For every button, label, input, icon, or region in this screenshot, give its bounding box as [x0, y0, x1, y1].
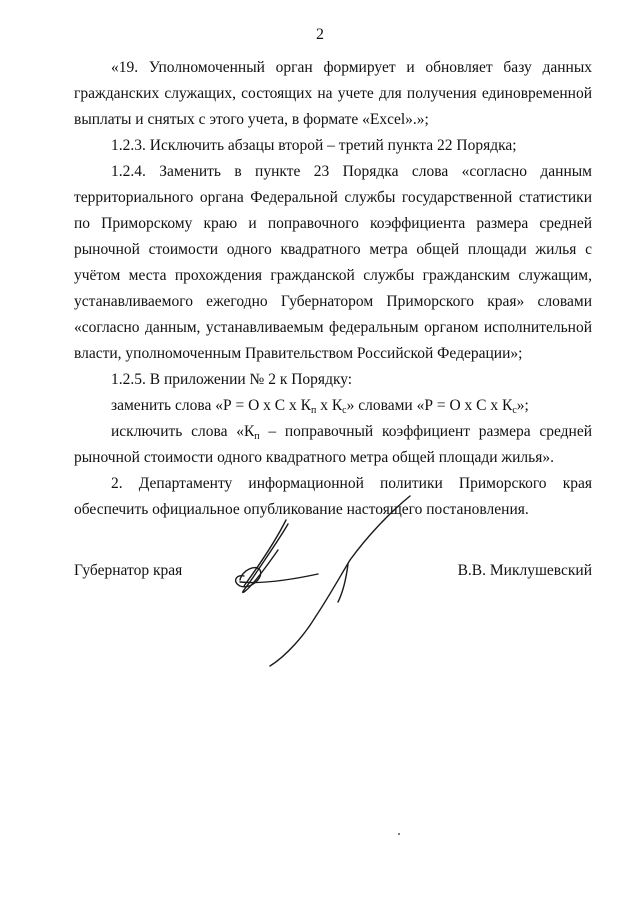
paragraph-replace-formula — [74, 393, 592, 419]
signature-stroke — [244, 520, 286, 586]
paragraph-publication: 2. Департаменту информационной политики Приморского края обеспечить официальное опубликование настоящего постановления. — [74, 475, 592, 518]
formula-text: » словами «Р = О х С х К — [346, 397, 513, 414]
coefficient-subscript: п — [254, 431, 260, 442]
formula-subscript: с — [512, 405, 517, 416]
paragraph-item-19: «19. Уполномоченный орган формирует и обновляет базу данных гражданских служащих, состоящих на учете для получения единовременной выплаты и снятых с этого учета, в формате «Excel».»; — [74, 59, 592, 128]
signatory-title: Губернатор края — [74, 562, 183, 579]
formula-text: х К — [316, 397, 343, 414]
paragraph-1-2-4: 1.2.4. Заменить в пункте 23 Порядка слова «согласно данным территориального органа Федеральной службы государственной статистики по Приморскому краю и поправочного коэффициента размера средней рыночной стоимости одного квадратного метра общей площади жилья с учётом места прохождения гражданской службы гражданским служащим, устанавливаемого ежегодно Губернатором Приморского края» словами «согласно данным, устанавливаемым федеральным органом исполнительной власти, уполномоченным Правительством Российской Федерации»; — [74, 163, 592, 362]
paragraph-exclude-coefficient — [74, 419, 592, 471]
paragraph-1-2-3: 1.2.3. Исключить абзацы второй – третий пункта 22 Порядка; — [111, 137, 517, 154]
coefficient-text: – поправочный коэффициент размера средней рыночной стоимости одного квадратного метра общей площади жилья». — [74, 423, 593, 466]
signature-stroke — [270, 496, 410, 666]
signatory-name: В.В. Миклушевский — [457, 562, 592, 579]
signature-stroke — [338, 564, 348, 602]
handwritten-signature — [220, 490, 420, 670]
scan-speck — [398, 833, 400, 835]
formula-subscript: с — [342, 405, 347, 416]
coefficient-text: исключить слова «К — [111, 423, 255, 440]
document-body — [74, 55, 592, 523]
formula-subscript: п — [310, 405, 317, 416]
formula-text: »; — [516, 397, 529, 414]
page-number: 2 — [316, 26, 324, 43]
paragraph-1-2-5: 1.2.5. В приложении № 2 к Порядку: — [111, 371, 353, 388]
formula-text: заменить слова «Р = О х С х К — [111, 397, 311, 414]
